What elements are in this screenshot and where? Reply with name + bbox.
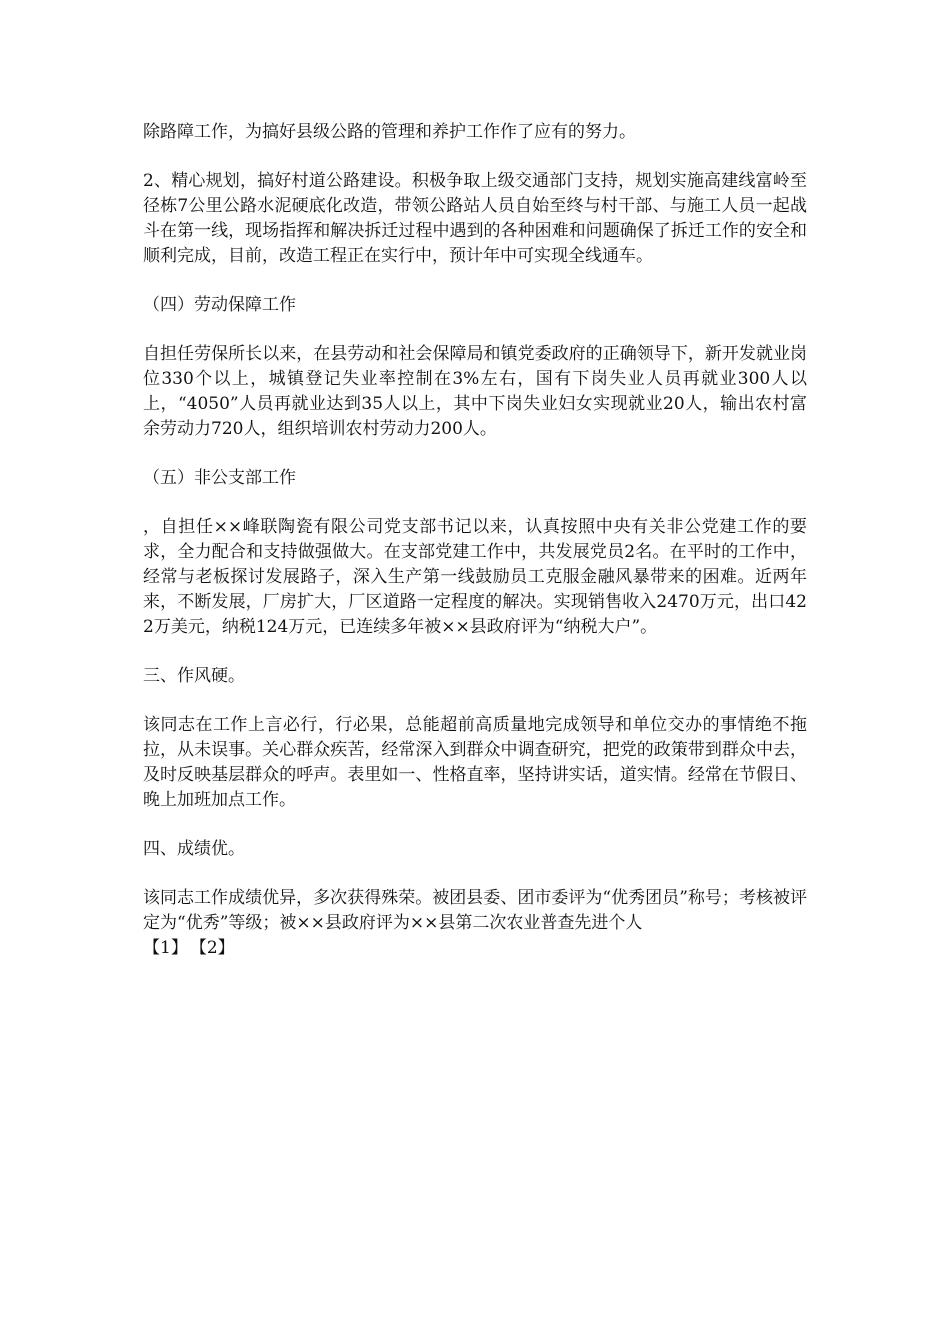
paragraph-non-public-branch: ，自担任××峰联陶瓷有限公司党支部书记以来，认真按照中央有关非公党建工作的要求，全力配合和支持做强做大。在支部党建工作中，共发展党员2名。在平时的工作中，经常与老板探讨发展路子，深入生产第一线鼓励员工克服金融风暴带来的困难。近两年来，不断发展，厂房扩大，厂区道路一定程度的解决。实现销售收入2470万元，出口422万美元，纳税124万元，已连续多年被××县政府评为“纳税大户”。: [143, 517, 807, 637]
document-body: [143, 120, 807, 961]
section-heading-labor: （四）劳动保障工作: [143, 295, 296, 315]
section-heading-work-style: 三、作风硬。: [143, 666, 245, 686]
paragraph-labor: 自担任劳保所长以来，在县劳动和社会保障局和镇党委政府的正确领导下，新开发就业岗位330个以上，城镇登记失业率控制在3%左右，国有下岗失业人员再就业300人以上，“4050”人员再就业达到35人以上，其中下岗失业妇女实现就业20人，输出农村富余劳动力720人，组织培训农村劳动力200人。: [143, 344, 807, 439]
paragraph-road-clearing: 除路障工作，为搞好县级公路的管理和养护工作作了应有的努力。: [143, 122, 636, 142]
paragraph-village-road: 2、精心规划，搞好村道公路建设。积极争取上级交通部门支持，规划实施高建线富岭至径栋7公里公路水泥硬底化改造，带领公路站人员自始至终与村干部、与施工人员一起战斗在第一线，现场指挥和解决拆迁过程中遇到的各种困难和问题确保了拆迁工作的安全和顺利完成，目前，改造工程正在实行中，预计年中可实现全线通车。: [143, 171, 807, 266]
paragraph-work-style: 该同志在工作上言必行，行必果，总能超前高质量地完成领导和单位交办的事情绝不拖拉，从未误事。关心群众疾苦，经常深入到群众中调查研究，把党的政策带到群众中去，及时反映基层群众的呼声。表里如一、性格直率，坚持讲实话，道实情。经常在节假日、晚上加班加点工作。: [143, 715, 807, 810]
paragraph-achievements: 该同志工作成绩优异，多次获得殊荣。被团县委、团市委评为“优秀团员”称号；考核被评定为“优秀”等级；被××县政府评为××县第二次农业普查先进个人: [143, 888, 807, 933]
page-link-1[interactable]: 【1】: [143, 938, 188, 958]
page-link-2[interactable]: 【2】: [189, 938, 235, 958]
pagination: [143, 936, 807, 961]
section-heading-achievements: 四、成绩优。: [143, 839, 245, 859]
section-heading-non-public-branch: （五）非公支部工作: [143, 468, 296, 488]
